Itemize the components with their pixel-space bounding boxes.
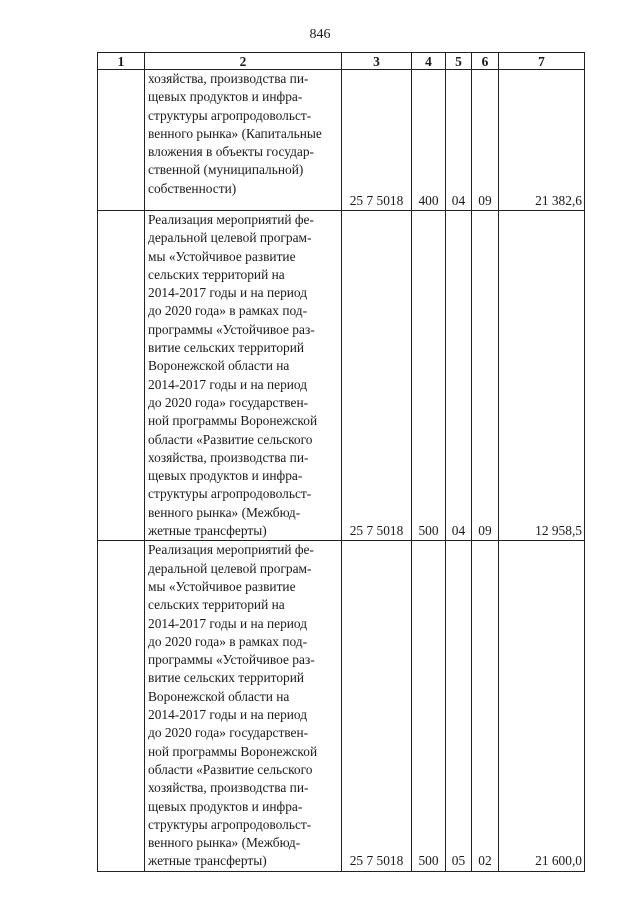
table-row: [98, 541, 585, 871]
row-number-cell: [98, 70, 145, 211]
table-row: [98, 70, 585, 211]
table-row: [98, 211, 585, 541]
column-header-1: 1: [98, 53, 145, 70]
row-code-cell: 25 7 5018: [342, 70, 412, 211]
row-code-cell: 25 7 5018: [342, 541, 412, 871]
row-name-cell: хозяйства, производства пи- щевых продуктов и инфра- структуры агропродовольст- венного рынка» (Капитальные вложения в объекты государ- ственной (муниципальной) собственности): [145, 70, 342, 211]
row-amount-cell: 12 958,5: [499, 211, 585, 541]
row-subsection-cell: 02: [472, 541, 499, 871]
row-code-cell: 25 7 5018: [342, 211, 412, 541]
row-name-cell: Реализация мероприятий фе- деральной целевой програм- мы «Устойчивое развитие сельских территорий на 2014-2017 годы и на период до 2020 года» в рамках под- программы «Устойчивое раз- витие сельских территорий Воронежской области на 2014-2017 годы и на период до 2020 года» государствен- ной программы Воронежской области «Развитие сельского хозяйства, производства пи- щевых продуктов и инфра- структуры агропродовольст- венного рынка» (Межбюд- жетные трансферты): [145, 211, 342, 541]
row-number-cell: [98, 211, 145, 541]
row-subsection-cell: 09: [472, 211, 499, 541]
column-header-5: 5: [446, 53, 472, 70]
column-header-6: 6: [472, 53, 499, 70]
row-type-cell: 500: [412, 211, 446, 541]
row-section-cell: 04: [446, 70, 472, 211]
row-number-cell: [98, 541, 145, 871]
row-section-cell: 05: [446, 541, 472, 871]
column-header-3: 3: [342, 53, 412, 70]
row-name-cell: Реализация мероприятий фе- деральной целевой програм- мы «Устойчивое развитие сельских территорий на 2014-2017 годы и на период до 2020 года» в рамках под- программы «Устойчивое раз- витие сельских территорий Воронежской области на 2014-2017 годы и на период до 2020 года» государствен- ной программы Воронежской области «Развитие сельского хозяйства, производства пи- щевых продуктов и инфра- структуры агропродовольст- венного рынка» (Межбюд- жетные трансферты): [145, 541, 342, 871]
row-subsection-cell: 09: [472, 70, 499, 211]
budget-table: [97, 52, 585, 872]
row-type-cell: 500: [412, 541, 446, 871]
row-amount-cell: 21 382,6: [499, 70, 585, 211]
row-section-cell: 04: [446, 211, 472, 541]
row-type-cell: 400: [412, 70, 446, 211]
column-header-4: 4: [412, 53, 446, 70]
page-number: 846: [309, 27, 331, 42]
column-header-7: 7: [499, 53, 585, 70]
column-header-2: 2: [145, 53, 342, 70]
table-header-row: [98, 53, 585, 70]
row-amount-cell: 21 600,0: [499, 541, 585, 871]
